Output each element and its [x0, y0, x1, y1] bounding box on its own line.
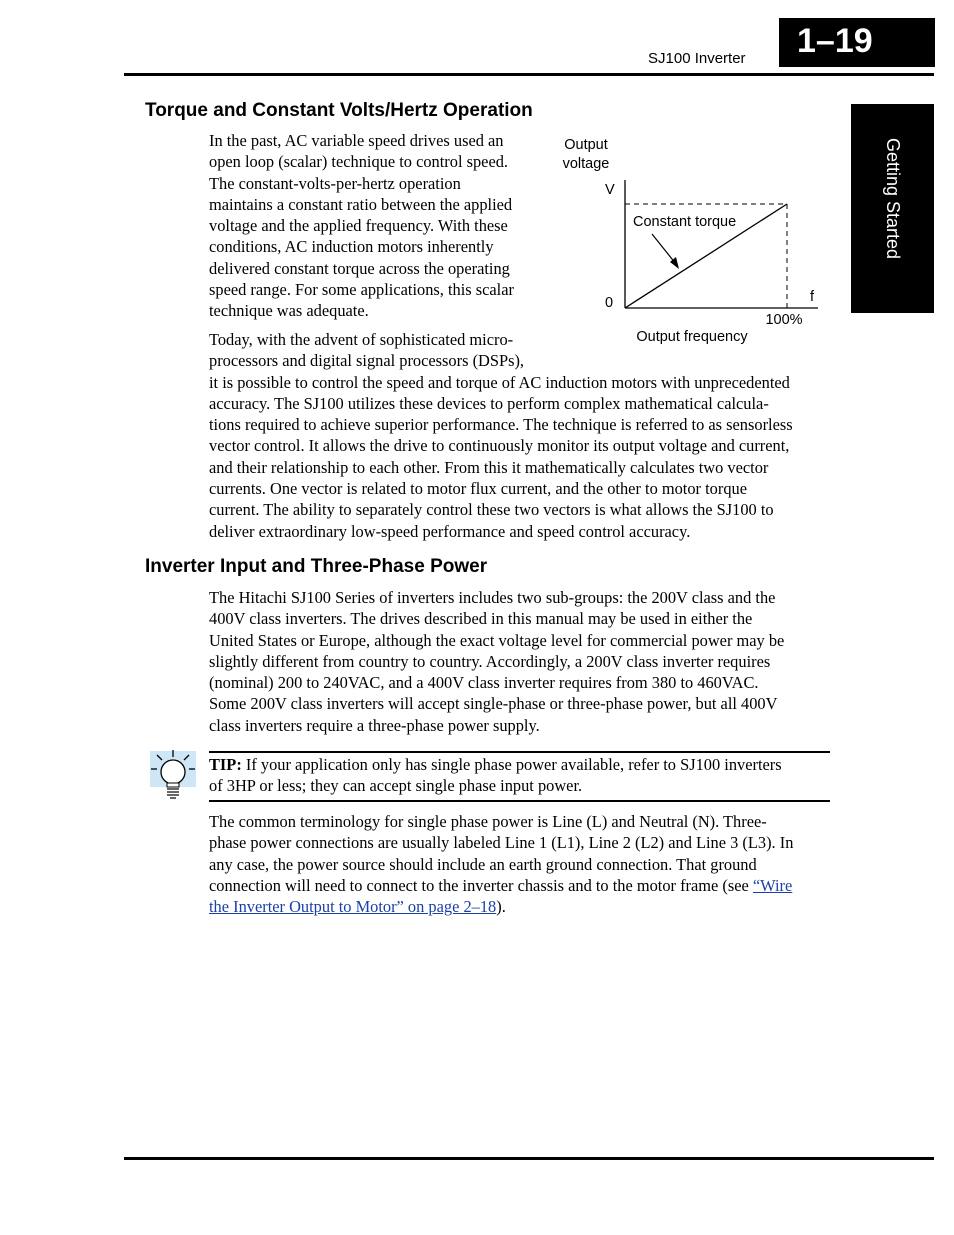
- chapter-side-tab-label: Getting Started: [883, 138, 903, 260]
- text-line: deliver extraordinary low-speed performance and speed control accuracy.: [209, 521, 691, 541]
- volts-hertz-diagram: [548, 130, 838, 352]
- text-line: slightly different from country to country. Accordingly, a 200V class inverter requires: [209, 651, 771, 671]
- text-line: class inverters require a three-phase power supply.: [209, 715, 540, 735]
- text-line: it is possible to control the speed and torque of AC induction motors with unprecedented: [209, 372, 790, 392]
- text-line: accuracy. The SJ100 utilizes these devices to perform complex mathematical calcula-: [209, 393, 769, 413]
- text-line: The common terminology for single phase power is Line (L) and Neutral (N). Three-: [209, 812, 767, 831]
- paragraph-sensorless-vector: [209, 329, 793, 542]
- text-line: technique was adequate.: [209, 301, 369, 321]
- text-line: current. The ability to separately control these two vectors is what allows the SJ100 to: [209, 500, 774, 520]
- paragraph-inverter-classes: [209, 587, 784, 736]
- label-pointer-arrow: [652, 234, 676, 264]
- text-segment: connection will need to connect to the inverter chassis and to the motor frame (see: [209, 875, 753, 895]
- text-line: currents. One vector is related to motor flux current, and the other to motor torque: [209, 479, 747, 499]
- running-header-title: SJ100 Inverter: [648, 50, 746, 67]
- paragraph-terminology: [209, 811, 793, 917]
- text-line: processors and digital signal processors (DSPs),: [209, 351, 525, 371]
- text-line: open loop (scalar) technique to control speed.: [209, 152, 509, 172]
- page-number-box: [779, 18, 935, 67]
- section-heading-torque: Torque and Constant Volts/Hertz Operation: [145, 100, 533, 121]
- text-line: and their relationship to each other. From this it mathematically calculates two vector: [209, 457, 769, 477]
- origin-label: 0: [605, 295, 614, 311]
- text-line: tions required to achieve superior performance. The technique is referred to as sensorless: [209, 415, 793, 435]
- header-rule: [124, 73, 934, 76]
- text-line: Some 200V class inverters will accept single-phase or three-phase power, but all 400V: [209, 694, 778, 714]
- x-axis-label: f: [810, 289, 815, 305]
- section-heading-input-power: Inverter Input and Three-Phase Power: [145, 556, 488, 577]
- text-line: voltage and the applied frequency. With these: [209, 216, 508, 236]
- footer-rule: [124, 1157, 934, 1160]
- text-line: [209, 754, 782, 775]
- text-line: Today, with the advent of sophisticated micro-: [209, 330, 514, 349]
- text-line: United States or Europe, although the exact voltage level for commercial power may be: [209, 630, 785, 650]
- text-line: vector control. It allows the drive to continuously monitor its output voltage and current,: [209, 436, 790, 456]
- lightbulb-icon: [148, 749, 198, 801]
- tip-text: If your application only has single phase power available, refer to SJ100 inverters: [241, 755, 782, 774]
- text-segment: ).: [496, 897, 506, 917]
- text-line: 400V class inverters. The drives described in this manual may be used in either the: [209, 609, 753, 629]
- cross-reference-link-continued[interactable]: the Inverter Output to Motor” on page 2–18: [209, 897, 497, 917]
- y-max-label: V: [605, 182, 615, 198]
- text-line: conditions, AC induction motors inherently: [209, 237, 494, 257]
- text-line: (nominal) 200 to 240VAC, and a 400V class inverter requires from 380 to 460VAC.: [209, 673, 759, 693]
- tip-top-rule: [209, 751, 830, 753]
- text-line: In the past, AC variable speed drives used an: [209, 131, 504, 150]
- text-line: maintains a constant ratio between the applied: [209, 194, 513, 214]
- text-line: phase power connections are usually labeled Line 1 (L1), Line 2 (L2) and Line 3 (L3). In: [209, 833, 794, 853]
- x-axis-caption: Output frequency: [636, 329, 748, 345]
- tip-bottom-rule: [209, 800, 830, 802]
- paragraph-past-drives: [209, 130, 514, 322]
- text-line: [209, 896, 793, 917]
- text-line: delivered constant torque across the operating: [209, 258, 510, 278]
- tip-note: [209, 754, 782, 797]
- text-line: [209, 875, 793, 896]
- text-line: any case, the power source should include an earth ground connection. That ground: [209, 854, 757, 874]
- text-line: of 3HP or less; they can accept single phase input power.: [209, 776, 583, 796]
- cross-reference-link[interactable]: “Wire: [752, 875, 793, 895]
- page-number: 1–19: [797, 22, 873, 60]
- chapter-side-tab: [851, 104, 934, 313]
- text-line: The Hitachi SJ100 Series of inverters includes two sub-groups: the 200V class and the: [209, 588, 776, 607]
- y-axis-label-line1: Output: [564, 137, 608, 153]
- constant-torque-label: Constant torque: [633, 214, 737, 230]
- x-max-label: 100%: [765, 312, 803, 328]
- text-line: speed range. For some applications, this scalar: [209, 280, 514, 300]
- tip-label: TIP:: [209, 755, 242, 774]
- y-axis-label-line2: voltage: [562, 156, 610, 172]
- text-line: The constant-volts-per-hertz operation: [209, 173, 461, 193]
